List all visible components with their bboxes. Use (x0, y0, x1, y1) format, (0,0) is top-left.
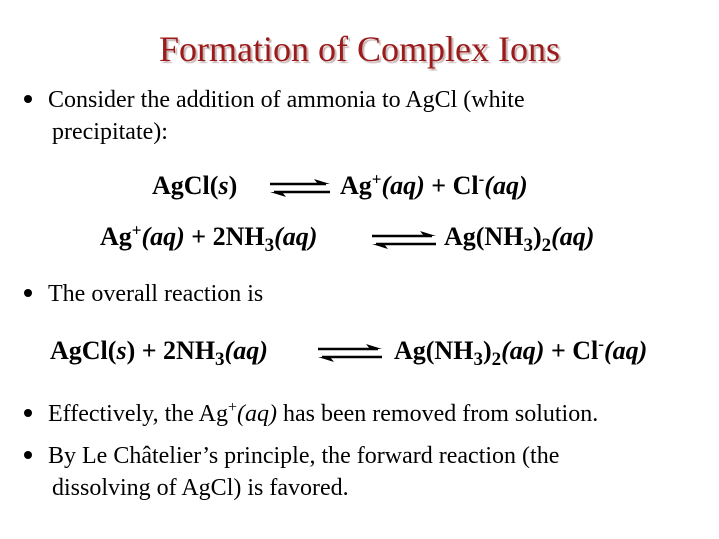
eq3-rhs: $Ag(NH_3)_2(aq) + Cl^-(aq)$ (394, 334, 648, 371)
bullet-text: Consider the addition of ammonia to AgCl (white (48, 87, 525, 113)
eq1-rhs: Ag+(aq) + Cl-(aq) (340, 169, 528, 200)
bullet-consider (24, 84, 525, 116)
eq3-lhs: AgCl(s) + $2NH_3(aq)$ (50, 336, 268, 371)
bullet-le-chatelier (24, 440, 559, 472)
bullet-overall (24, 278, 263, 310)
bullet-text: By Le Châtelier’s principle, the forward reaction (the (48, 443, 560, 469)
bullet-le-chatelier-continuation: dissolving of AgCl) is favored. (52, 475, 349, 501)
bullet-dot-icon (24, 409, 32, 417)
eq2-lhs: $Ag^+(aq) + 2NH_3(aq)$ (100, 220, 318, 257)
bullet-text: The overall reaction is (48, 281, 264, 307)
equilibrium-arrow-icon (268, 178, 332, 198)
eq1-lhs: AgCl(s) (152, 171, 238, 200)
page-title: Formation of Complex Ions (159, 29, 560, 69)
bullet-effectively: Effectively, the Ag+(aq) has been removed from solution. (24, 398, 598, 430)
bullet-dot-icon (24, 95, 32, 103)
bullet-dot-icon (24, 451, 32, 459)
equilibrium-arrow-icon (316, 343, 384, 363)
bullet-dot-icon (24, 289, 32, 297)
bullet-consider-continuation: precipitate): (52, 119, 168, 145)
equilibrium-arrow-icon (370, 230, 438, 250)
eq2-rhs: $Ag(NH_3)_2(aq)$ (444, 222, 595, 257)
